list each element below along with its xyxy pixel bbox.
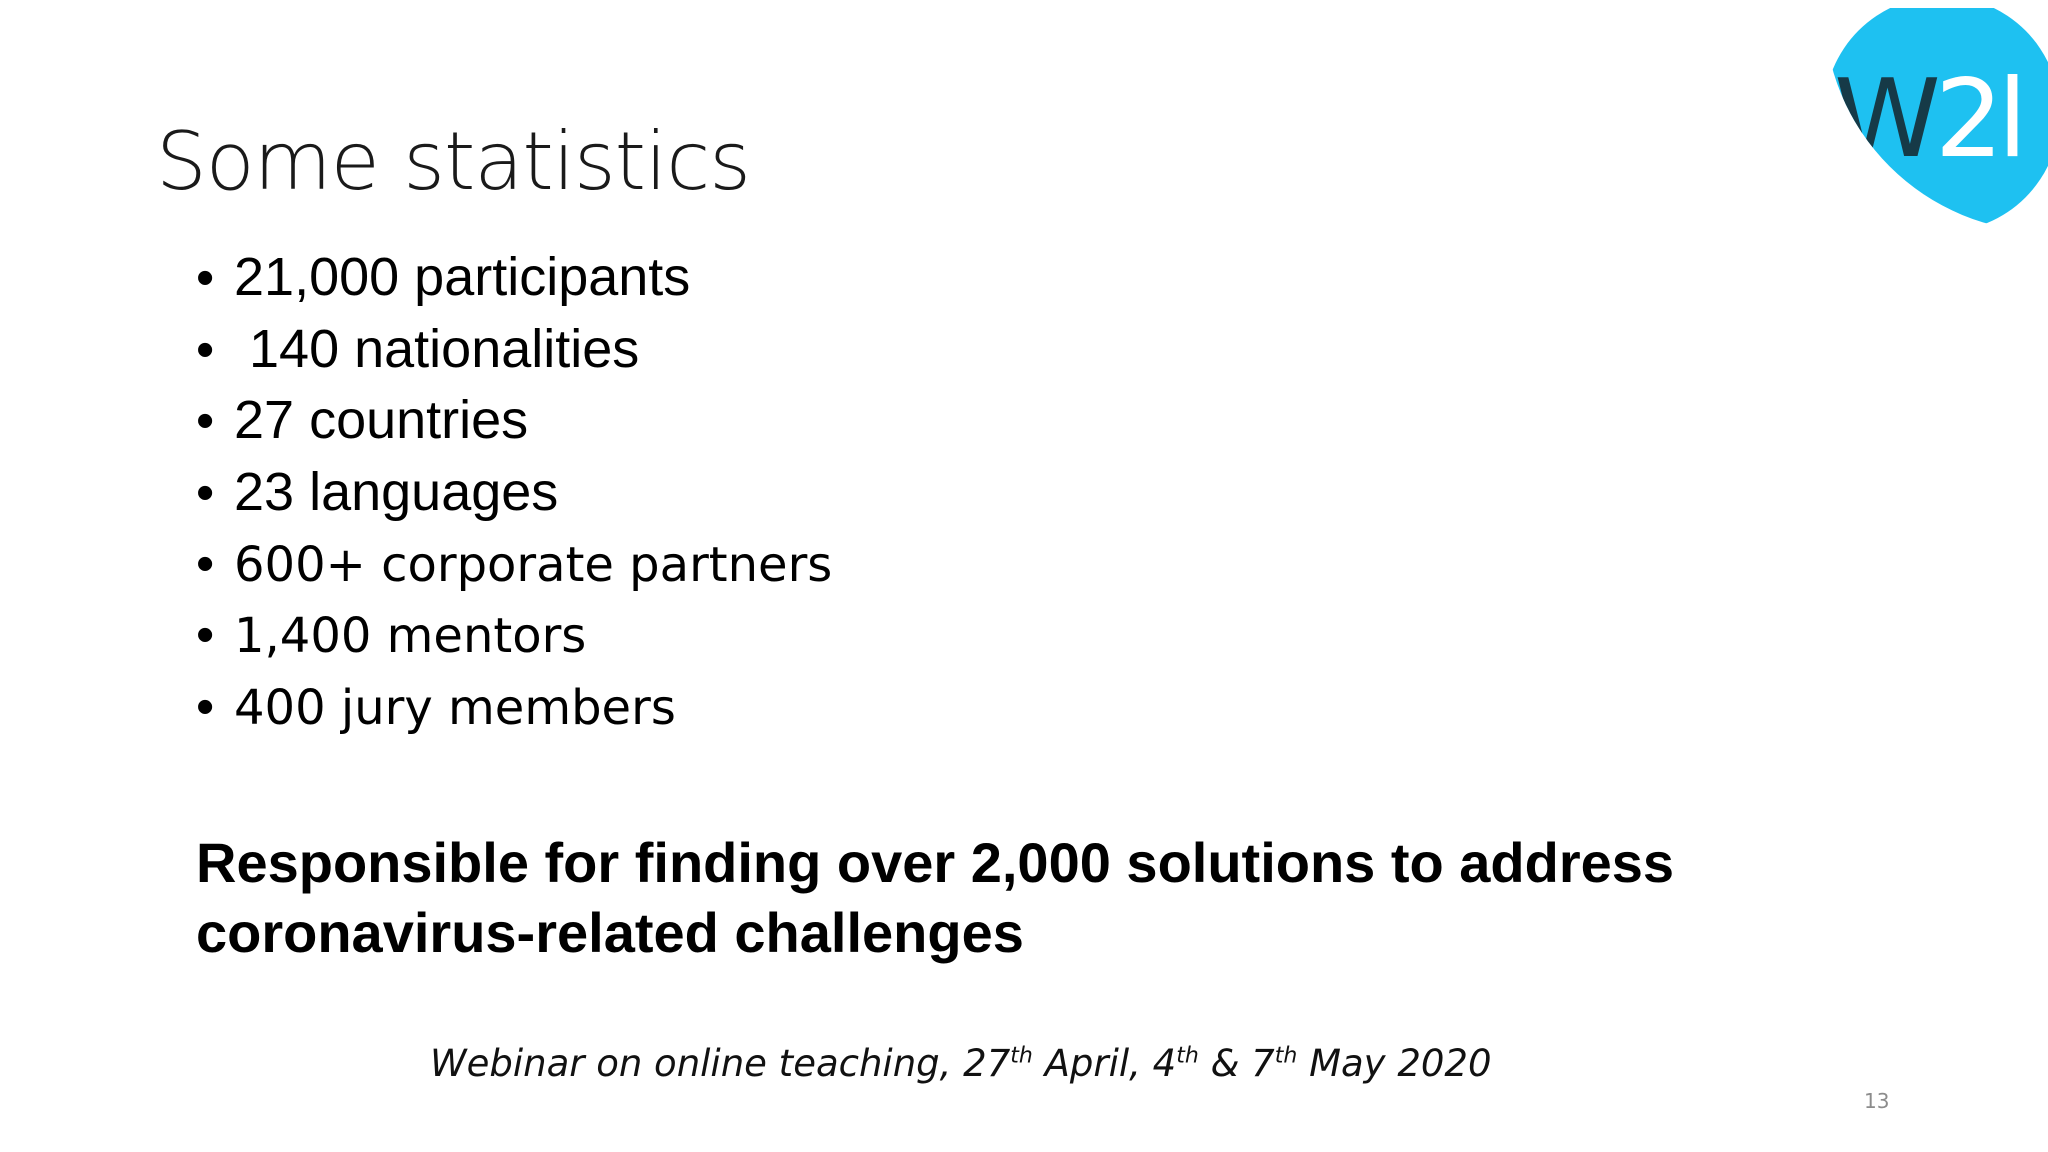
bullet-icon: • xyxy=(196,606,215,665)
footer-superscript: th xyxy=(1176,1043,1199,1069)
bullet-icon: • xyxy=(196,678,215,737)
list-item-text: 23 languages xyxy=(234,462,559,523)
list-item xyxy=(196,385,832,457)
list-item-text: 21,000 participants xyxy=(234,247,691,307)
footer-text: April, 4 xyxy=(1032,1042,1177,1085)
bullet-icon: • xyxy=(196,464,215,523)
bullet-icon: • xyxy=(196,320,215,379)
list-item-text: 140 nationalities xyxy=(234,318,640,379)
list-item-text: 1,400 mentors xyxy=(234,608,587,665)
list-item-text: 400 jury members xyxy=(234,680,676,737)
bullet-icon: • xyxy=(196,534,215,593)
bullet-icon: • xyxy=(196,249,215,307)
list-item xyxy=(196,529,832,601)
footer-caption xyxy=(430,1044,1492,1085)
logo-text-w: W xyxy=(1834,57,1935,182)
logo-text-2l: 2l xyxy=(1934,57,2022,182)
headline-statement: Responsible for finding over 2,000 solutions to address coronavirus-related challenges xyxy=(196,831,1675,964)
list-item xyxy=(196,314,832,386)
logo-text xyxy=(1834,57,2022,182)
page-number: 13 xyxy=(1864,1089,1890,1113)
list-item xyxy=(196,600,832,672)
w2l-logo xyxy=(1824,8,2048,232)
footer-superscript: th xyxy=(1274,1043,1298,1069)
footer-superscript: th xyxy=(1010,1043,1033,1069)
list-item xyxy=(196,457,832,529)
footer-text: May 2020 xyxy=(1297,1042,1492,1085)
footer-text: & 7 xyxy=(1198,1042,1275,1085)
slide-title: Some statistics xyxy=(156,115,750,208)
footer-text: Webinar on online teaching, 27 xyxy=(430,1042,1011,1085)
bullet-icon: • xyxy=(196,392,215,451)
statistics-list xyxy=(196,242,832,744)
list-item xyxy=(196,242,832,314)
list-item xyxy=(196,672,832,744)
list-item-text: 600+ corporate partners xyxy=(234,536,833,593)
list-item-text: 27 countries xyxy=(234,390,529,451)
